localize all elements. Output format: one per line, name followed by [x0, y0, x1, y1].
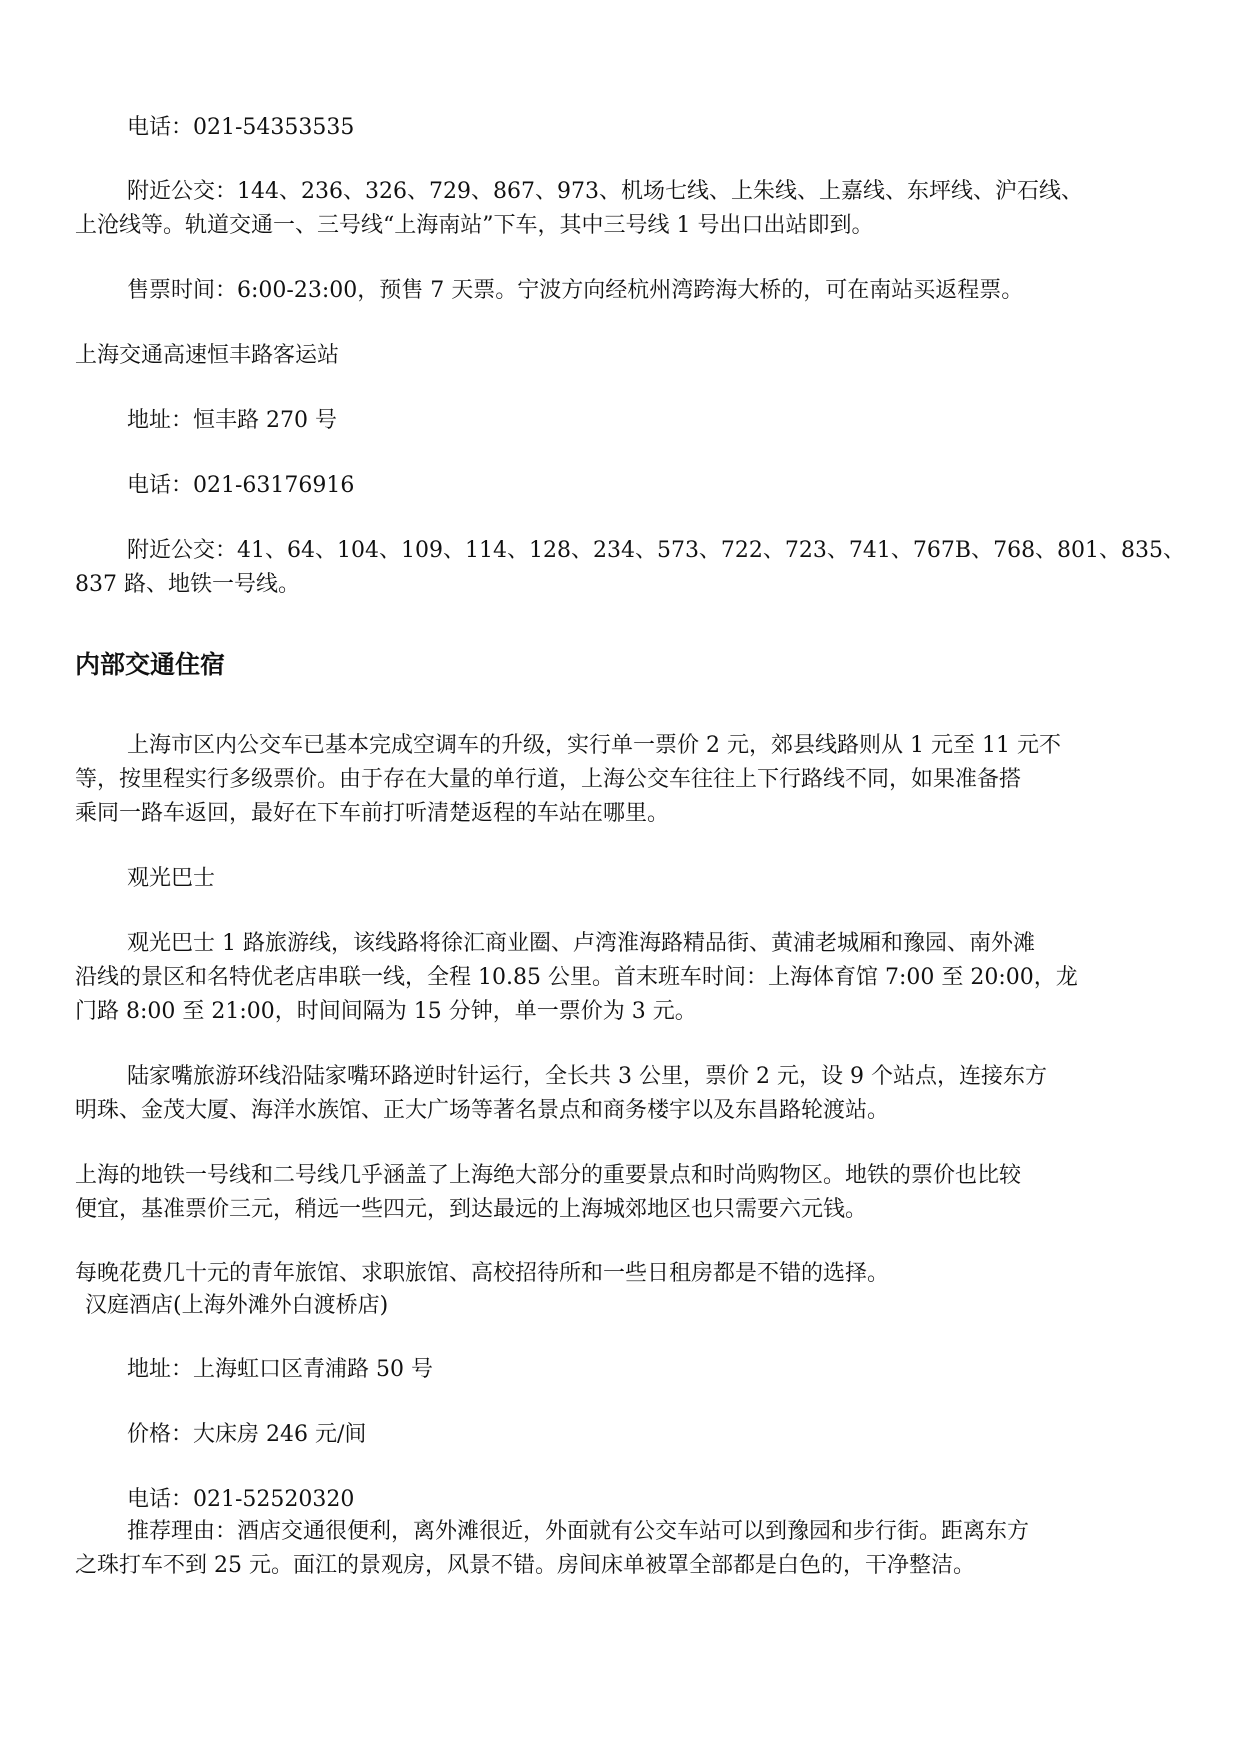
paragraph-1-line-1: 上海市区内公交车已基本完成空调车的升级，实行单一票价 2 元，郊县线路则从 1 元至 11 元不 [127, 733, 1061, 758]
paragraph-2-line-3: 门路 8:00 至 21:00，时间间隔为 15 分钟，单一票价为 3 元。 [75, 999, 697, 1024]
station2-address: 地址：恒丰路 270 号 [127, 408, 337, 433]
station2-name: 上海交通高速恒丰路客运站 [75, 343, 340, 368]
section-heading: 内部交通住宿 [75, 650, 226, 679]
hotel-reason-line-2: 之珠打车不到 25 元。面江的景观房，风景不错。房间床单被罩全部都是白色的，干净整洁。 [75, 1553, 975, 1578]
station2-phone: 电话：021-63176916 [127, 473, 355, 498]
station2-bus-line-2: 837 路、地铁一号线。 [75, 572, 300, 597]
hotel-name: 汉庭酒店(上海外滩外白渡桥店) [85, 1293, 389, 1318]
paragraph-3-line-1: 陆家嘴旅游环线沿陆家嘴环路逆时针运行，全长共 3 公里，票价 2 元，设 9 个站点，连接东方 [127, 1064, 1047, 1089]
paragraph-1-line-2: 等，按里程实行多级票价。由于存在大量的单行道，上海公交车往往上下行路线不同，如果准备搭 [75, 767, 1022, 792]
paragraph-3-line-2: 明珠、金茂大厦、海洋水族馆、正大广场等著名景点和商务楼宇以及东昌路轮渡站。 [75, 1098, 890, 1123]
paragraph-1-line-3: 乘同一路车返回，最好在下车前打听清楚返程的车站在哪里。 [75, 801, 670, 826]
hotel-reason-line-1: 推荐理由：酒店交通很便利，离外滩很近，外面就有公交车站可以到豫园和步行街。距离东方 [127, 1519, 1030, 1544]
hotel-phone: 电话：021-52520320 [127, 1487, 355, 1512]
paragraph-4-line-1: 上海的地铁一号线和二号线几乎涵盖了上海绝大部分的重要景点和时尚购物区。地铁的票价也比较 [75, 1163, 1022, 1188]
paragraph-2-line-2: 沿线的景区和名特优老店串联一线，全程 10.85 公里。首末班车时间：上海体育馆 7:00 至 20:00，龙 [75, 965, 1078, 990]
station2-bus-line-1: 附近公交：41、64、104、109、114、128、234、573、722、723、741、767B、768、801、835、 [127, 538, 1186, 563]
station1-bus-line-2: 上沧线等。轨道交通一、三号线“上海南站”下车，其中三号线 1 号出口出站即到。 [75, 213, 874, 238]
sightseeing-bus-title: 观光巴士 [127, 866, 216, 891]
paragraph-4-line-2: 便宜，基准票价三元，稍远一些四元，到达最远的上海城郊地区也只需要六元钱。 [75, 1197, 868, 1222]
paragraph-5-line-1: 每晚花费几十元的青年旅馆、求职旅馆、高校招待所和一些日租房都是不错的选择。 [75, 1261, 890, 1286]
hotel-address: 地址：上海虹口区青浦路 50 号 [127, 1357, 433, 1382]
station1-phone: 电话：021-54353535 [127, 115, 355, 140]
station1-ticket-hours: 售票时间：6:00-23:00，预售 7 天票。宁波方向经杭州湾跨海大桥的，可在南站买返程票。 [127, 278, 1024, 303]
hotel-price: 价格：大床房 246 元/间 [127, 1422, 367, 1447]
station1-bus-line-1: 附近公交：144、236、326、729、867、973、机场七线、上朱线、上嘉线、东坪线、沪石线、 [127, 179, 1083, 204]
paragraph-2-line-1: 观光巴士 1 路旅游线，该线路将徐汇商业圈、卢湾淮海路精品街、黄浦老城厢和豫园、南外滩 [127, 931, 1035, 956]
